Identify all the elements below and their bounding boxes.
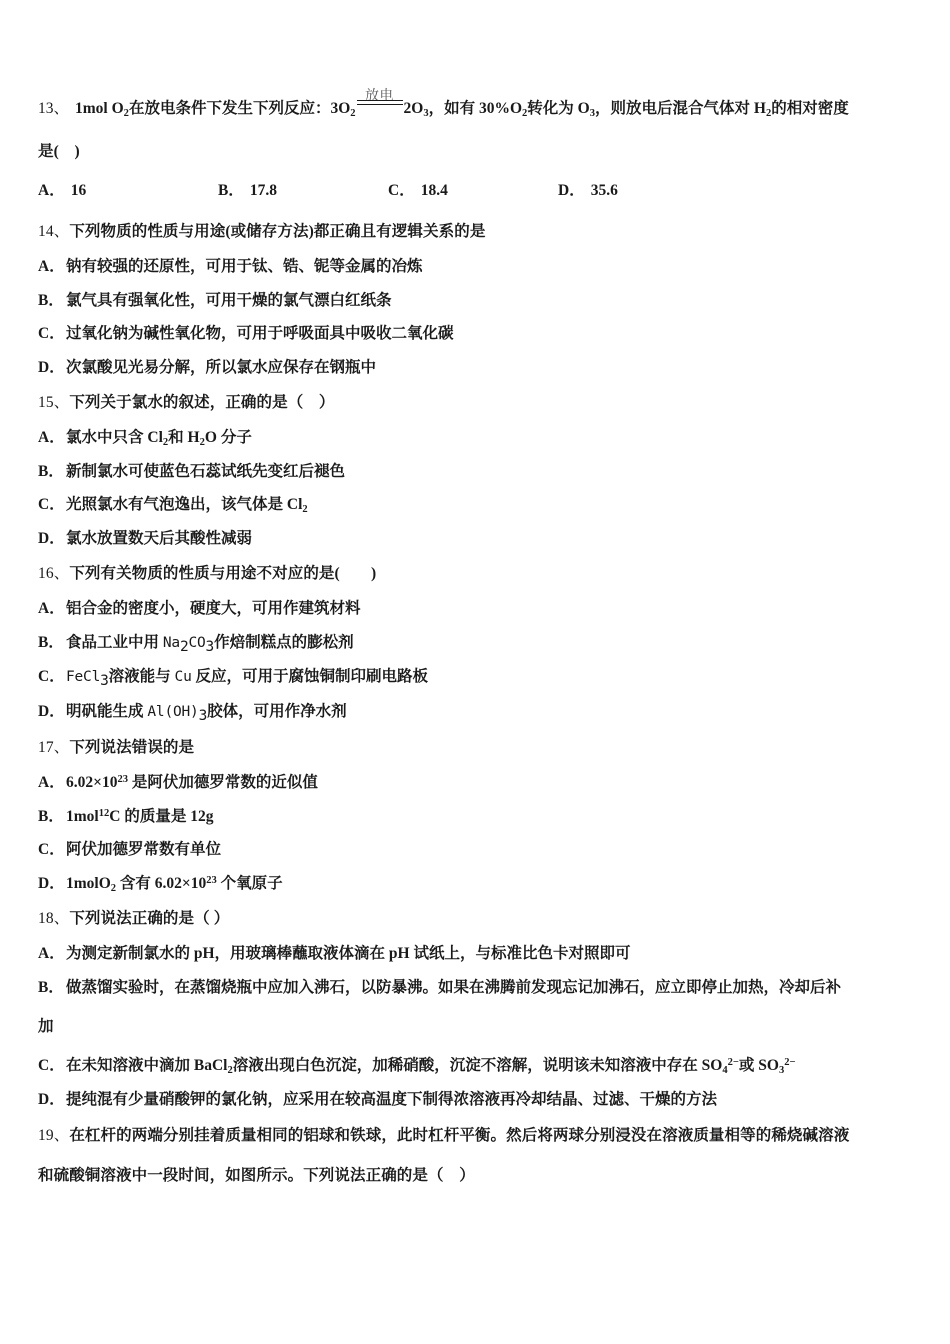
q13-option-c-value: 18.4 [420,182,448,199]
q15-option-a-t3: 分子 [216,429,252,446]
q17-stem-text: 下列说法错误的是 [69,739,195,756]
q18-stem-text: 下列说法正确的是（ ） [69,910,230,927]
page-content [38,87,914,1198]
q17-option-a[interactable] [38,766,914,800]
q13-stem-continuation: 是( ) [38,143,80,160]
question-19-stem-line1 [38,1117,914,1154]
q17-option-d[interactable] [38,867,914,901]
q13-option-c-label: C． [388,182,415,199]
q18-option-c-t3: 或 [738,1057,759,1074]
question-13-options [38,178,914,214]
question-15-number: 15、 [38,394,70,411]
question-19-number: 19、 [38,1127,70,1144]
reaction-condition-arrow [357,87,403,114]
q18-option-b-label: B． [38,979,64,996]
question-14-number: 14、 [38,223,70,240]
q15-formula-h: H [187,429,200,446]
q17-option-d-sub: 2 [110,882,117,894]
q18-option-d[interactable] [38,1083,914,1117]
q15-option-a-t1: 氯水中只含 [66,429,148,446]
q18-option-b-text: 做蒸馏实验时，在蒸馏烧瓶中应加入沸石，以防暴沸。如果在沸腾前发现忘记加沸石，应立即停止加热，冷却后补 [66,979,842,996]
q16-option-b[interactable] [38,626,914,661]
question-18-number: 18、 [38,910,70,927]
q15-option-c-formula: Cl [286,496,303,513]
q14-option-b-text: 氯气具有强氧化性，可用干燥的氯气漂白红纸条 [66,291,392,309]
q14-option-b-label: B． [38,291,64,309]
q13-stem-text-3: 2O [403,100,424,117]
question-18-stem [38,900,914,937]
q16-option-d[interactable] [38,695,914,730]
q18-option-a-text: 为测定新制氯水的 pH，用玻璃棒蘸取液体滴在 pH 试纸上，与标准比色卡对照即可 [66,945,631,962]
q16-option-a-text: 铝合金的密度小，硬度大，可用作建筑材料 [66,600,361,617]
q13-option-d-label: D． [558,182,585,199]
q13-sub-6: 2 [765,107,772,119]
q13-sub-5: 3 [589,107,595,119]
question-14-stem [38,214,914,250]
q17-option-c[interactable] [38,833,914,867]
q16-formula-aloh3: Al(OH) [147,703,199,720]
q16-formula-fecl3-sub: 3 [100,673,109,690]
q18-option-a[interactable] [38,937,914,971]
q16-formula-fecl3: FeCl [66,669,101,685]
q15-formula-cl: Cl [147,429,163,446]
q18-option-a-label: A． [38,945,65,962]
q19-line2-text: 和硫酸铜溶液中一段时间，如图所示。下列说法正确的是（ ） [38,1167,475,1184]
question-13-number: 13、 [38,100,70,117]
q16-option-d-t2: 胶体，可用作净水剂 [207,702,347,720]
arrow-line-bottom [357,104,403,105]
q17-option-c-label: C． [38,841,65,858]
q18-option-d-text: 提纯混有少量硝酸钾的氯化钠，应采用在较高温度下制得浓溶液再冷却结晶、过滤、干燥的方法 [66,1091,718,1108]
q14-option-d[interactable] [38,351,914,385]
q15-formula-h-sub: 2 [199,436,205,448]
q17-option-b-label: B． [38,807,64,825]
q17-option-a-t1: 6.02×10 [66,774,118,791]
q14-option-d-label: D． [38,358,65,376]
q15-option-d-label: D． [38,529,65,547]
q18-formula-bacl2-sub: 2 [227,1064,233,1076]
q13-option-a-label: A． [38,182,65,199]
q15-formula-o: O [204,429,217,446]
q18-formula-so3: SO [758,1057,779,1074]
question-15-stem [38,384,914,421]
q16-formula-co-sub: 3 [205,638,215,655]
q16-option-c-t1: 溶液能与 [108,668,175,685]
q13-sub-1: 2 [123,107,129,119]
q15-option-d[interactable] [38,522,914,556]
q13-stem-text-6: ，则放电后混合气体对 H [595,100,766,117]
q18-option-c-t2: 溶液出现白色沉淀，加稀硝酸，沉淀不溶解，说明该未知溶液中存在 [232,1057,702,1074]
q18-formula-so3-charge: 2− [784,1056,796,1068]
q15-option-b-text: 新制氯水可使蓝色石蕊试纸先变红后褪色 [66,462,346,480]
q13-option-d[interactable] [558,178,618,200]
q16-formula-na: Na [162,634,180,651]
q18-formula-so4-charge: 2− [727,1056,739,1068]
q18-option-c-label: C． [38,1057,65,1074]
q17-option-d-t1: 1molO [66,874,111,892]
q13-sub-3: 3 [423,107,429,119]
q13-option-c[interactable] [388,178,448,200]
q17-option-b-t1: 1mol [66,807,99,825]
q16-option-a[interactable] [38,592,914,626]
q16-formula-aloh3-sub: 3 [198,707,208,724]
q16-option-b-t2: 作焙制糕点的膨松剂 [214,633,354,651]
q13-option-b-value: 17.8 [249,182,277,199]
q18-option-b-continuation [38,1005,914,1049]
q18-option-c-t1: 在未知溶液中滴加 [66,1057,194,1074]
question-16-number: 16、 [38,565,70,582]
q15-option-a[interactable] [38,421,914,455]
q16-option-c[interactable] [38,660,914,695]
q16-formula-cu: Cu [174,669,192,685]
q13-option-a-value: 16 [70,182,87,199]
question-17-number: 17、 [38,739,70,756]
q13-stem-text-4: ，如有 30%O [428,100,523,117]
q14-option-a-label: A． [38,258,65,275]
q15-formula-cl-sub: 2 [162,436,169,448]
q14-stem-text: 下列物质的性质与用途(或储存方法)都正确且有逻辑关系的是 [69,223,486,240]
q18-formula-so3-sub: 3 [778,1064,785,1076]
q16-formula-co: CO [188,634,206,651]
q13-option-d-value: 35.6 [590,182,618,199]
q15-option-a-t2: 和 [168,429,188,446]
q15-stem-text: 下列关于氯水的叙述，正确的是（ ） [69,394,335,411]
q17-option-d-exponent: 23 [206,874,217,886]
q18-formula-so4-sub: 4 [722,1064,728,1076]
arrow-line-top [357,100,403,101]
q17-option-a-label: A． [38,774,65,791]
question-17-stem [38,729,914,766]
q15-option-a-label: A． [38,429,65,446]
q13-stem-text-7: 的相对密度 [771,100,849,117]
q15-option-d-text: 氯水放置数天后其酸性减弱 [66,529,253,547]
q14-option-b[interactable] [38,284,914,318]
q16-option-c-t2: 反应，可用于腐蚀铜制印刷电路板 [191,668,428,685]
q17-option-d-t2: 含有 6.02×10 [116,874,207,892]
q17-option-a-t2: 是阿伏加德罗常数的近似值 [128,774,318,791]
q17-option-b-isotope: 12 [98,807,110,819]
q18-option-c[interactable] [38,1049,914,1083]
q16-option-a-label: A． [38,600,65,617]
q13-sub-4: 2 [522,107,528,119]
question-16-stem [38,555,914,592]
q18-option-b[interactable] [38,971,914,1005]
q14-option-d-text: 次氯酸见光易分解，所以氯水应保存在钢瓶中 [66,358,377,376]
question-13-stem [38,87,914,126]
q16-option-b-t1: 食品工业中用 [66,633,163,651]
q17-option-c-text: 阿伏加德罗常数有单位 [66,841,222,858]
q17-option-b[interactable] [38,800,914,834]
q19-line1-text: 在杠杆的两端分别挂着质量相同的铝球和铁球，此时杠杆平衡。然后将两球分别浸没在溶液质量相等的稀烧碱溶液 [69,1127,850,1144]
q17-option-d-label: D． [38,874,65,892]
q13-stem-text-2: 在放电条件下发生下列反应：3O [128,100,351,117]
q14-option-c-text: 过氧化钠为碱性氧化物，可用于呼吸面具中吸收二氧化碳 [66,325,454,342]
q15-option-c-formula-sub: 2 [302,503,308,515]
q15-option-b-label: B． [38,462,64,480]
q14-option-c[interactable] [38,317,914,351]
q15-option-c-t1: 光照氯水有气泡逸出，该气体是 [66,496,287,513]
q14-option-a-text: 钠有较强的还原性，可用于钛、锆、铌等金属的冶炼 [66,258,423,275]
q18-option-b-cont-text: 加 [38,1018,54,1035]
q13-stem-text-5: 转化为 O [527,100,590,117]
question-19-stem-line2 [38,1154,914,1198]
q18-formula-so4: SO [701,1057,723,1074]
reaction-condition-label: 放电 [365,87,395,104]
q18-formula-bacl2: BaCl [193,1057,228,1074]
q17-option-b-t2: C 的质量是 12g [109,807,214,825]
q14-option-c-label: C． [38,325,65,342]
q16-option-c-label: C． [38,668,65,685]
q17-option-d-t3: 个氧原子 [216,874,283,892]
q15-option-b[interactable] [38,455,914,489]
q17-option-a-exponent: 23 [117,773,128,785]
q13-stem-text-1: 1mol O [75,100,124,117]
q15-option-c-label: C． [38,496,65,513]
q14-option-a[interactable] [38,250,914,284]
q13-option-b[interactable] [218,178,277,200]
question-13-stem-line2 [38,126,914,178]
q18-option-d-label: D． [38,1091,65,1108]
q15-option-c[interactable] [38,488,914,522]
q16-option-b-label: B． [38,633,64,651]
q16-option-d-label: D． [38,702,65,720]
q13-option-b-label: B． [218,182,244,199]
q16-formula-na-sub: 2 [179,638,189,655]
q16-stem-text: 下列有关物质的性质与用途不对应的是( ) [69,565,377,582]
q16-option-d-t1: 明矾能生成 [66,702,148,720]
q13-option-a[interactable] [38,178,86,200]
q13-sub-2: 2 [350,107,356,119]
